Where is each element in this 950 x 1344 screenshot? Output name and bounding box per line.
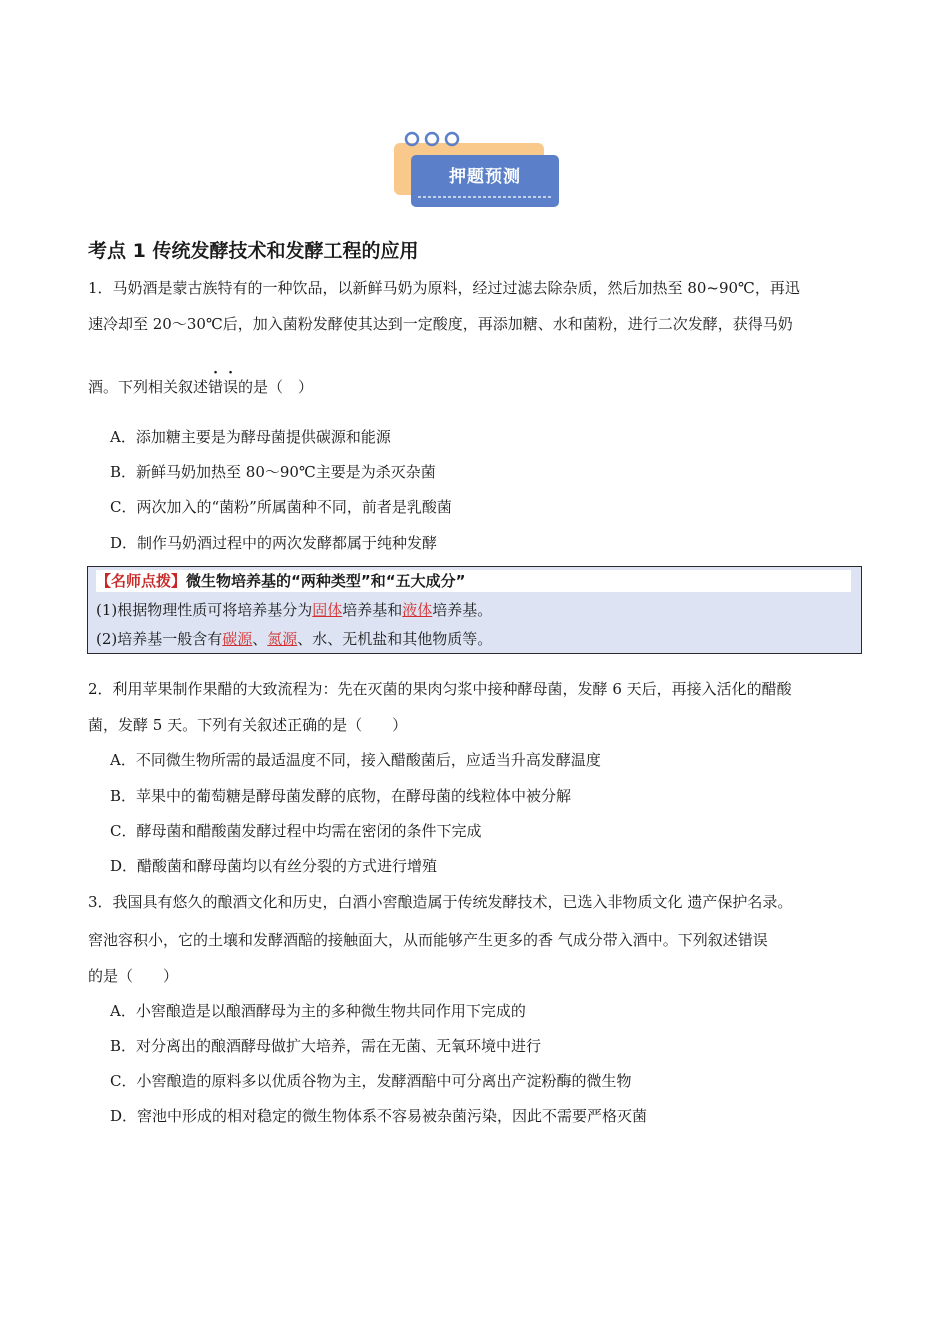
tip-line-1 bbox=[96, 600, 492, 620]
q3-option-c: C．小窖酿造的原料多以优质谷物为主，发酵酒醅中可分离出产淀粉酶的微生物 bbox=[110, 1072, 632, 1090]
q3-option-a: A．小窖酿造是以酿酒酵母为主的多种微生物共同作用下完成的 bbox=[110, 1002, 526, 1020]
section-heading: 考点 1 传统发酵技术和发酵工程的应用 bbox=[88, 240, 419, 262]
tip-text: (2)培养基一般含有 bbox=[96, 630, 223, 648]
tip-text: 、 bbox=[252, 630, 268, 648]
q1-option-a: A．添加糖主要是为酵母菌提供碳源和能源 bbox=[110, 428, 391, 446]
q1-option-d: D．制作马奶酒过程中的两次发酵都属于纯种发酵 bbox=[110, 534, 438, 552]
tip-answer: 固体 bbox=[312, 601, 343, 619]
tip-text: 培养基。 bbox=[432, 601, 493, 619]
q1-line-3 bbox=[88, 377, 313, 397]
q2-option-a: A．不同微生物所需的最适温度不同，接入醋酸菌后，应适当升高发酵温度 bbox=[110, 751, 601, 769]
q2-line-2: 菌，发酵 5 天。下列有关叙述正确的是（ ） bbox=[88, 716, 408, 734]
q1-line-3-pre: 酒。下列相关叙述 bbox=[88, 378, 209, 396]
tip-title bbox=[96, 570, 851, 592]
tip-answer: 氮源 bbox=[267, 630, 298, 648]
q1-emphasis-char: 误 bbox=[223, 378, 239, 396]
q3-option-d: D．窖池中形成的相对稳定的微生物体系不容易被杂菌污染，因此不需要严格灭菌 bbox=[110, 1107, 648, 1125]
tip-bracket: 【名师点拨】 bbox=[96, 572, 187, 590]
tip-text: (1)根据物理性质可将培养基分为 bbox=[96, 601, 313, 619]
q3-option-b: B．对分离出的酿酒酵母做扩大培养，需在无菌、无氧环境中进行 bbox=[110, 1037, 542, 1055]
tip-text: 、水、无机盐和其他物质等。 bbox=[297, 630, 493, 648]
tip-title-text: 微生物培养基的“两种类型”和“五大成分” bbox=[186, 572, 466, 590]
q1-option-c: C．两次加入的“菌粉”所属菌种不同，前者是乳酸菌 bbox=[110, 498, 452, 516]
tip-text: 培养基和 bbox=[342, 601, 403, 619]
q1-emphasis-char: 错 bbox=[208, 378, 224, 396]
q2-option-b: B．苹果中的葡萄糖是酵母菌发酵的底物，在酵母菌的线粒体中被分解 bbox=[110, 787, 572, 805]
q1-line-3-post: 的是（ ） bbox=[238, 378, 314, 396]
q3-line-1: 3．我国具有悠久的酿酒文化和历史，白酒小窖酿造属于传统发酵技术，已选入非物质文化 遗产保护名录。 bbox=[88, 893, 793, 911]
q2-line-1: 2．利用苹果制作果醋的大致流程为：先在灭菌的果肉匀浆中接种酵母菌，发酵 6 天后，再接入活化的醋酸 bbox=[88, 680, 792, 698]
q3-line-3: 的是（ ） bbox=[88, 967, 179, 985]
tip-line-2 bbox=[96, 629, 492, 649]
tip-box bbox=[87, 566, 862, 654]
q2-option-c: C．酵母菌和醋酸菌发酵过程中均需在密闭的条件下完成 bbox=[110, 822, 482, 840]
q2-option-d: D．醋酸菌和酵母菌均以有丝分裂的方式进行增殖 bbox=[110, 857, 438, 875]
q1-line-2: 速冷却至 20～30℃后，加入菌粉发酵使其达到一定酸度，再添加糖、水和菌粉，进行二次发酵，获得马奶 bbox=[88, 315, 793, 333]
q1-line-1: 1．马奶酒是蒙古族特有的一种饮品，以新鲜马奶为原料，经过过滤去除杂质，然后加热至 80~90℃，再迅 bbox=[88, 279, 800, 297]
tip-answer: 液体 bbox=[402, 601, 433, 619]
q1-option-b: B．新鲜马奶加热至 80～90℃主要是为杀灭杂菌 bbox=[110, 463, 436, 481]
tip-answer: 碳源 bbox=[222, 630, 253, 648]
q3-line-2: 窖池容积小，它的土壤和发酵酒醅的接触面大，从而能够产生更多的香 气成分带入酒中。下列叙述错误 bbox=[88, 931, 768, 949]
banner-label: 押题预测 bbox=[449, 167, 521, 187]
